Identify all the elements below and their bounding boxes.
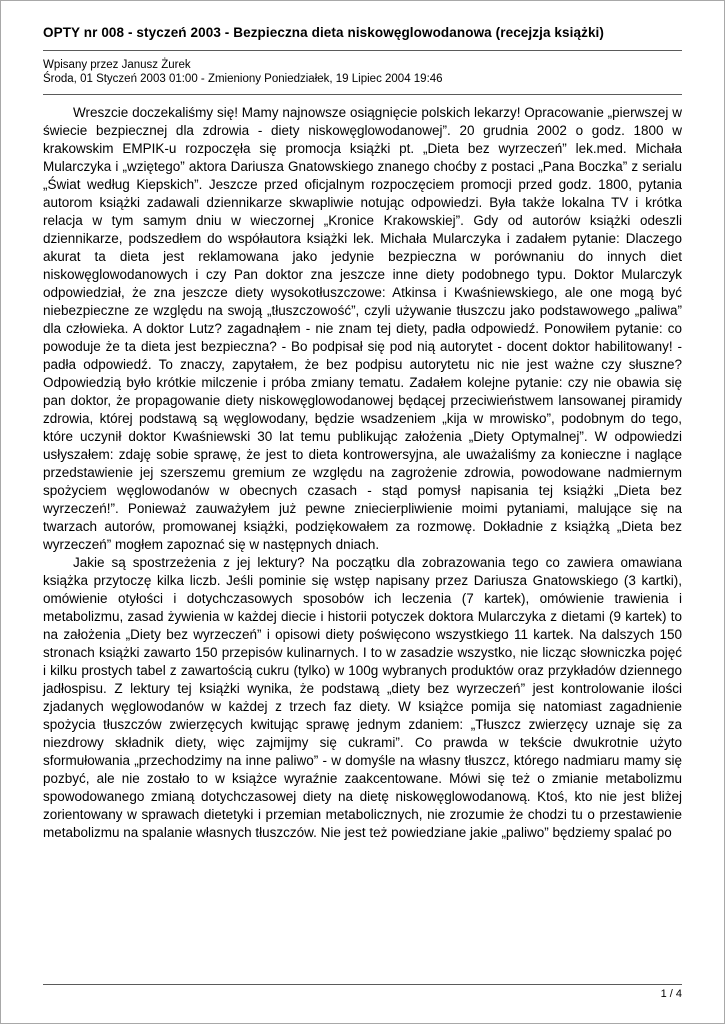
article-body — [1, 95, 724, 842]
document-title: OPTY nr 008 - styczeń 2003 - Bezpieczna dieta niskowęglowodanowa (recejzja książki) — [43, 25, 605, 40]
page-number: 1 / 4 — [660, 988, 682, 1000]
document-meta — [43, 58, 682, 86]
date-line: Środa, 01 Styczeń 2003 01:00 - Zmieniony Poniedziałek, 19 Lipiec 2004 19:46 — [43, 73, 443, 85]
title-divider — [43, 50, 682, 51]
document-footer — [43, 984, 682, 1001]
author-line: Wpisany przez Janusz Żurek — [43, 59, 191, 71]
document-header — [1, 1, 724, 95]
paragraph: Jakie są spostrzeżenia z jej lektury? Na początku dla zobrazowania tego co zawiera omawiana książka przytoczę kilka liczb. Jeśli pominie się wstęp napisany przez Dariusza Gnatowskiego (3 kartki), omówienie otyłości i dotychczasowych sposobów ich leczenia (7 kartek), omówienie trawienia i metabolizmu, zasad żywienia w każdej diecie i historii potyczek doktora Mularczyka z dietami (9 kartek) to na założenia „Diety bez wyrzeczeń” i opisowi diety poświęcono wszystkiego 11 kartek. Na dalszych 150 stronach książki zawarto 150 przepisów kulinarnych. I to w zasadzie wszystko, nie licząc słowniczka pojęć i kilku prostych tabel z zawartością cukru (tylko) w 100g wybranych produktów oraz przykładów dziennego jadłospisu. Z lektury tej książki wynika, że podstawą „diety bez wyrzeczeń” jest kontrolowanie ilości zjadanych węglowodanów w każdej z trzech faz diety. W książce pomija się natomiast zagadnienie spożycia tłuszczów zwierzęcych kwitując sprawę jednym zdaniem: „Tłuszcz zwierzęcy uznaje się za niezdrowy składnik diety, więc zajmijmy się cukrami”. Co prawda w tekście dwukrotnie użyto sformułowania „przechodzimy na inne paliwo” - w domyśle na własny tłuszcz, którego nadmiaru mamy się pozbyć, ale nie zostało to w książce wyraźnie zaakcentowane. Mówi się też o zmianie metabolizmu spowodowanego zmianą dotychczasowej diety na dietę niskowęglowodanową. Ktoś, kto nie jest bliżej zorientowany w sprawach dietetyki i przemian metabolicznych, nie zrozumie że chodzi tu o przestawienie metabolizmu na spalanie własnych tłuszczów. Nie jest też powiedziane jakie „paliwo” będziemy spalać po — [43, 555, 682, 840]
paragraph: Wreszcie doczekaliśmy się! Mamy najnowsze osiągnięcie polskich lekarzy! Opracowanie „pierwszej w świecie bezpiecznej dla zdrowia - diety niskowęglowodanowej”. 20 grudnia 2002 o godz. 1800 w krakowskim EMPIK-u rozpoczęła się promocja książki pt. „Dieta bez wyrzeczeń” lek.med. Michała Mularczyka i „wziętego” aktora Dariusza Gnatowskiego znanego choćby z postaci „Pana Boczka” z serialu „Świat według Kiepskich”. Jeszcze przed oficjalnym rozpoczęciem promocji przed godz. 1800, pytania autorom książki zadawali dziennikarze skwapliwie notując odpowiedzi. Była także lokalna TV i krótka relacja w tym samym dniu w wieczornej „Kronice Krakowskiej”. Gdy od autorów książki odeszli dziennikarze, podszedłem do współautora książki lek. Michała Mularczyka i zadałem pytanie: Dlaczego akurat ta dieta jest reklamowana jako jedynie bezpieczna w porównaniu do innych diet niskowęglowodanowych i czy Pan doktor zna jeszcze inne diety podobnego typu. Doktor Mularczyk odpowiedział, że zna jeszcze diety wysokotłuszczowe: Atkinsa i Kwaśniewskiego, ale one mogą być niebezpieczne ze względu na swoją „tłuszczowość”, czyli używanie tłuszczu jako podstawowego „paliwa” dla człowieka. A doktor Lutz? zagadnąłem - nie znam tej diety, padła odpowiedź. Ponowiłem pytanie: co powoduje że ta dieta jest bezpieczna? - Bo podpisał się pod nią autorytet - docent doktor habilitowany! - padła odpowiedź. To znaczy, zapytałem, że bez podpisu autorytetu nic nie jest ważne czy słuszne? Odpowiedzią było krótkie milczenie i próba zmiany tematu. Zadałem kolejne pytanie: czy nie obawia się pan doktor, że propagowanie diety niskowęglowodanowej będącej przeciwieństwem lansowanej piramidy zdrowia, której podstawą są węglowodany, będzie wsadzeniem „kija w mrowisko”, podobnym do tego, które uczynił doktor Kwaśniewski 30 lat temu publikując założenia „Diety Optymalnej”. W odpowiedzi usłyszałem: zdaję sobie sprawę, że jest to dieta kontrowersyjna, ale uważaliśmy za konieczne i naglące przedstawienie jej szerszemu gremium ze względu na zagrożenie zdrowia, powodowane nadmiernym spożyciem węglowodanów w obecnych czasach - stąd pomysł napisania tej książki „Dieta bez wyrzeczeń!”. Ponieważ zauważyłem już pewne zniecierpliwienie moimi pytaniami, malujące się na twarzach autorów, promowanej książki, podziękowałem za rozmowę. Dokładnie z książką „Dieta bez wyrzeczeń” mogłem zapoznać się w następnych dniach. — [43, 105, 682, 552]
